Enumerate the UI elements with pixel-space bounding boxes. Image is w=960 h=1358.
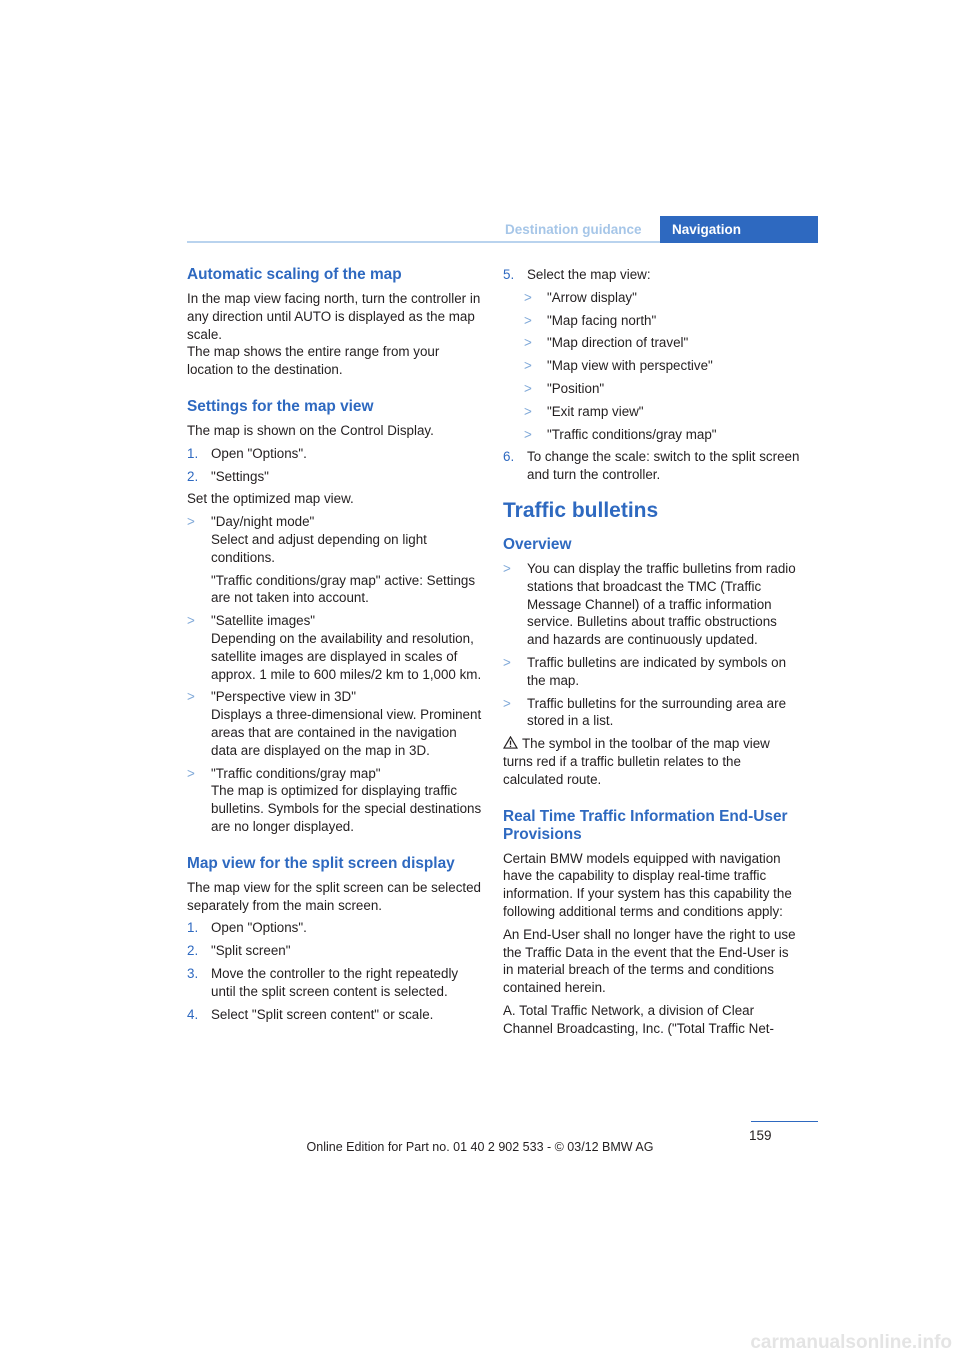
bullet-title: "Day/night mode" [211, 514, 315, 530]
bullet-title: "Satellite images" [211, 613, 316, 629]
list-item [187, 445, 483, 463]
right-column [503, 266, 801, 1043]
step-text: Open "Options". [211, 920, 307, 936]
list-item [503, 289, 801, 307]
list-item [187, 942, 483, 960]
bullet-arrow: > [187, 765, 195, 781]
bullet-title: "Traffic conditions/gray map" [211, 765, 381, 781]
bullet-arrow: > [503, 695, 511, 711]
footer-rule [751, 1121, 818, 1122]
step-number: 2. [187, 468, 199, 484]
list-item [187, 1006, 483, 1024]
step-text: Select the map view: [527, 267, 651, 282]
bullet-desc: The map is optimized for displaying traffic bulletins. Symbols for the special destinations are no longer displayed. [211, 783, 482, 834]
symbol-note [503, 735, 801, 788]
step-text: Select "Split screen content" or scale. [211, 1006, 434, 1022]
rtti-paragraph: An End-User shall no longer have the right to use the Traffic Data in the event that the End-User is in material breach of the terms and conditions contained herein. [503, 926, 796, 996]
view-option: "Position" [547, 380, 605, 396]
list-item [503, 426, 801, 444]
header-tab [660, 216, 818, 243]
page-number: 159 [749, 1128, 772, 1143]
list-item [187, 612, 483, 683]
list-item [503, 654, 801, 690]
heading-split-screen: Map view for the split screen display [187, 854, 455, 872]
view-option: "Arrow display" [547, 289, 637, 305]
heading-overview: Overview [503, 535, 572, 553]
list-item [187, 965, 483, 1001]
view-option: "Map view with perspective" [547, 358, 713, 374]
left-column [187, 266, 483, 1028]
step-text: "Settings" [211, 468, 269, 484]
settings-set-text: Set the optimized map view. [187, 491, 354, 507]
step-number: 1. [187, 920, 199, 936]
bullet-arrow: > [524, 426, 532, 442]
heading-auto-scaling: Automatic scaling of the map [187, 266, 402, 283]
warning-triangle-icon [503, 736, 518, 749]
bullet-text: Traffic bulletins for the surrounding area are stored in a list. [527, 695, 787, 729]
list-item [503, 357, 801, 375]
list-item [187, 919, 483, 937]
list-item [503, 380, 801, 398]
bullet-text: Traffic bulletins are indicated by symbols on the map. [527, 654, 787, 688]
settings-intro: The map is shown on the Control Display. [187, 422, 434, 438]
bullet-text: You can display the traffic bulletins from radio stations that broadcast the TMC (Traffic Message Channel) of a traffic information service. Bulletins about traffic obstructions and hazards are continuously updated. [527, 560, 796, 648]
list-item [503, 334, 801, 352]
bullet-arrow: > [524, 403, 532, 419]
bullet-arrow: > [524, 358, 532, 374]
list-item [187, 513, 483, 607]
heading-settings: Settings for the map view [187, 397, 374, 415]
step-text: Move the controller to the right repeatedly until the split screen content is selected. [211, 965, 459, 999]
section-title-traffic-bulletins: Traffic bulletins [503, 498, 659, 522]
view-option: "Exit ramp view" [547, 403, 644, 419]
list-item [503, 560, 801, 649]
step-number: 5. [503, 267, 515, 282]
rtti-paragraph: Certain BMW models equipped with navigation have the capability to display real-time traffic information. If your system has this capability the following additional terms and conditions apply: [503, 850, 792, 919]
step-text: "Split screen" [211, 943, 291, 959]
split-intro: The map view for the split screen can be selected separately from the main screen. [187, 879, 481, 913]
bullet-desc: Select and adjust depending on light conditions. [211, 531, 427, 565]
bullet-arrow: > [524, 380, 532, 396]
step-number: 4. [187, 1006, 199, 1022]
bullet-arrow: > [187, 613, 195, 629]
bullet-arrow: > [187, 514, 195, 530]
list-item [503, 695, 801, 731]
step-text: Open "Options". [211, 445, 307, 461]
bullet-title: "Perspective view in 3D" [211, 689, 356, 705]
bullet-desc: Depending on the availability and resolution, satellite images are displayed in scales of approx. 1 mile to 600 miles/2 km to 1,000 km. [211, 630, 482, 682]
bullet-desc: Displays a three-dimensional view. Prominent areas that are contained in the navigation data are displayed on the map in 3D. [211, 707, 482, 758]
bullet-arrow: > [524, 312, 532, 328]
list-item [187, 468, 483, 486]
header-section-title: Destination guidance [505, 222, 642, 237]
view-option: "Traffic conditions/gray map" [547, 426, 717, 442]
bullet-arrow: > [503, 654, 511, 670]
step-text: To change the scale: switch to the split screen and turn the controller. [527, 449, 800, 483]
list-item [503, 403, 801, 421]
list-item [503, 312, 801, 330]
header-tab-label: Navigation [672, 222, 742, 237]
step-number: 3. [187, 965, 199, 981]
watermark: carmanualsonline.info [750, 1332, 952, 1353]
bullet-arrow: > [524, 335, 532, 351]
view-option: "Map direction of travel" [547, 335, 689, 351]
step-number: 6. [503, 449, 515, 465]
bullet-arrow: > [187, 689, 195, 705]
heading-rtti-provisions: Real Time Traffic Information End-User Provisions [503, 807, 788, 843]
bullet-arrow: > [524, 289, 532, 305]
footer-edition: Online Edition for Part no. 01 40 2 902 533 - © 03/12 BMW AG [306, 1140, 654, 1154]
list-item [187, 765, 483, 836]
step-number: 2. [187, 943, 199, 959]
view-option: "Map facing north" [547, 312, 657, 328]
symbol-note-text: The symbol in the toolbar of the map view turns red if a traffic bulletin relates to the calculated route. [503, 736, 770, 787]
rtti-paragraph: A. Total Traffic Network, a division of Clear Channel Broadcasting, Inc. ("Total Traffic Net- [503, 1002, 774, 1036]
list-item [187, 688, 483, 759]
step-number: 1. [187, 445, 199, 461]
bullet-note: "Traffic conditions/gray map" active: Settings are not taken into account. [211, 572, 476, 606]
bullet-arrow: > [503, 560, 511, 576]
auto-scaling-paragraph: In the map view facing north, turn the controller in any direction until AUTO is displayed as the map scale. The map shows the entire range from your location to the destination. [187, 291, 481, 378]
list-item [503, 266, 801, 284]
list-item [503, 448, 801, 484]
